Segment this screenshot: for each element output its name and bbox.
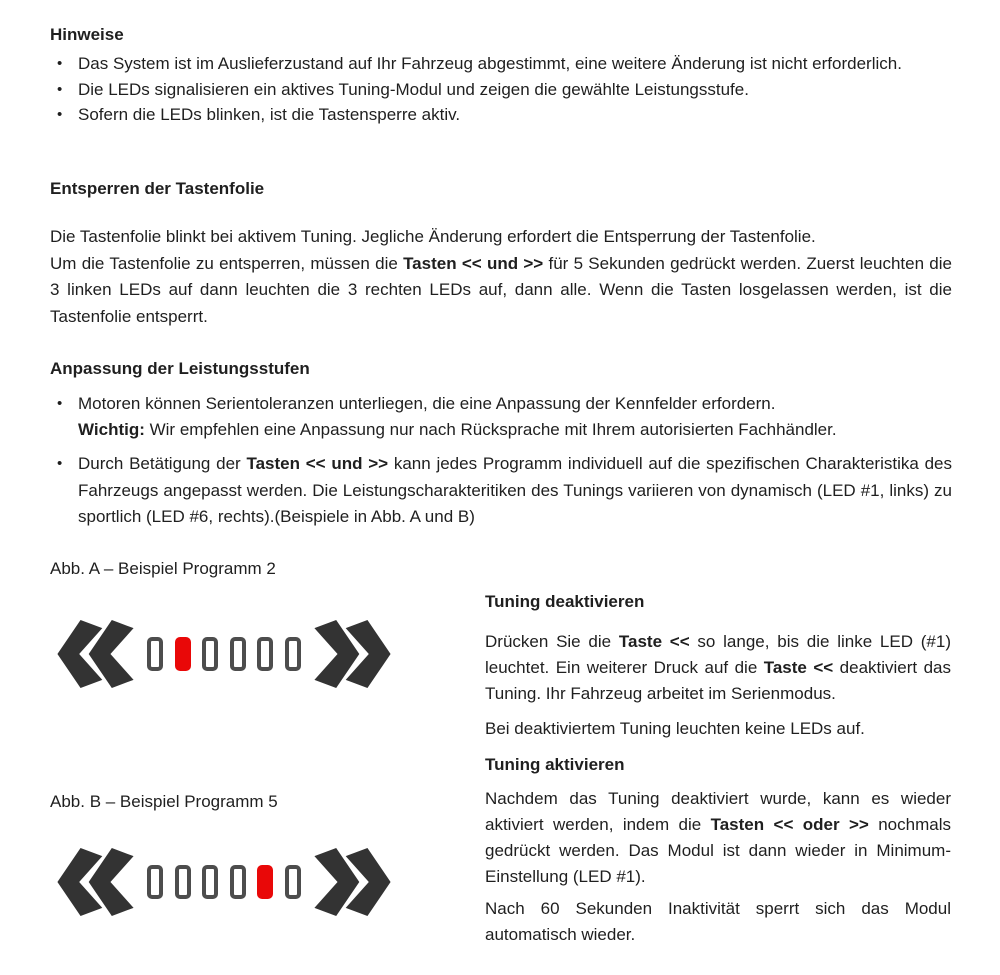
figure-a-label: Abb. A – Beispiel Programm 2 bbox=[50, 559, 276, 578]
led-2 bbox=[175, 865, 191, 899]
led-2-active bbox=[175, 637, 191, 671]
led-3 bbox=[202, 865, 218, 899]
text-run: nochmals gedrückt werden. Das Modul ist dann wieder in Minimum-Einstellung (LED #1). bbox=[485, 815, 951, 886]
led-6 bbox=[285, 637, 301, 671]
text-run-bold-wichtig: Wichtig: bbox=[78, 420, 145, 439]
figure-a bbox=[57, 620, 391, 688]
tuning-deaktivieren-paragraph-1 bbox=[485, 629, 951, 707]
text-run: Nachdem das Tuning deaktiviert wurde, kann es wieder aktiviert werden, indem die bbox=[485, 789, 951, 834]
list-item bbox=[50, 391, 952, 443]
entsperren-heading: Entsperren der Tastenfolie bbox=[50, 179, 265, 198]
chevron-right-icon bbox=[314, 620, 391, 688]
text-run: deaktiviert das Tuning. Ihr Fahrzeug arbeitet im Serienmodus. bbox=[485, 658, 951, 703]
text-run-bold-tasten: Tasten << und >> bbox=[246, 454, 389, 473]
text-run: so lange, bis die linke LED (#1) leuchtet. Ein weiterer Druck auf die bbox=[485, 632, 951, 677]
led-1 bbox=[147, 865, 163, 899]
entsperren-paragraph-1: Die Tastenfolie blinkt bei aktivem Tuning. Jegliche Änderung erfordert die Entsperrung der Tastenfolie. bbox=[50, 227, 816, 246]
right-column bbox=[485, 588, 951, 948]
led-1 bbox=[147, 637, 163, 671]
list-item bbox=[50, 451, 952, 531]
text-run-bold-taste: Taste << bbox=[763, 658, 834, 677]
text-run: Um die Tastenfolie zu entsperren, müssen die bbox=[50, 253, 404, 273]
chevron-right-icon bbox=[314, 848, 391, 916]
tuning-deaktivieren-paragraph-2: Bei deaktiviertem Tuning leuchten keine LEDs auf. bbox=[485, 719, 865, 738]
led-5 bbox=[257, 637, 273, 671]
entsperren-paragraph-2 bbox=[50, 251, 952, 331]
led-3 bbox=[202, 637, 218, 671]
bullet-marker: • bbox=[57, 55, 63, 72]
bullet-marker: • bbox=[57, 455, 63, 472]
bullet-text bbox=[78, 451, 952, 531]
text-run: für 5 Sekunden gedrückt werden. Zuerst leuchten die 3 linken LEDs auf dann leuchten die 3 rechten LEDs auf, dann alle. Wenn die Tasten losgelassen werden, ist die Tastenfolie entsperrt. bbox=[50, 253, 952, 326]
tuning-aktivieren-paragraph-2: Nach 60 Sekunden Inaktivität sperrt sich das Modul automatisch wieder. bbox=[485, 899, 951, 944]
chevron-left-icon bbox=[57, 620, 134, 688]
bullet-text: Die LEDs signalisieren ein aktives Tuning-Modul und zeigen die gewählte Leistungsstufe. bbox=[78, 79, 749, 99]
figure-b-label: Abb. B – Beispiel Programm 5 bbox=[50, 792, 278, 811]
bullet-marker: • bbox=[57, 80, 63, 98]
bullet-marker: • bbox=[57, 395, 63, 412]
figure-b bbox=[57, 848, 391, 916]
text-run: kann jedes Programm individuell auf die spezifischen Charakteristika des Fahrzeugs angepasst werden. Die Leistungscharakteritiken des Tunings variieren von dynamisch (LED #1, links) zu sportlich (LED #6, rechts).(Beispiele in Abb. A und B) bbox=[78, 454, 952, 526]
section-hinweise bbox=[50, 22, 952, 128]
text-run: Motoren können Serientoleranzen unterliegen, die eine Anpassung der Kennfelder erfordern. bbox=[78, 394, 776, 413]
section-entsperren bbox=[50, 176, 952, 330]
hinweise-bullet-list bbox=[50, 51, 952, 128]
text-run-bold-taste: Taste << bbox=[618, 632, 690, 651]
bullet-marker: • bbox=[57, 106, 63, 123]
led-row-b bbox=[147, 865, 301, 899]
anpassung-heading: Anpassung der Leistungsstufen bbox=[50, 359, 310, 378]
section-anpassung bbox=[50, 356, 952, 531]
list-item bbox=[50, 102, 952, 128]
bullet-text: Sofern die LEDs blinken, ist die Tastensperre aktiv. bbox=[78, 105, 461, 124]
led-6 bbox=[285, 865, 301, 899]
bullet-text bbox=[78, 391, 952, 443]
list-item bbox=[50, 51, 952, 77]
text-run: Drücken Sie die bbox=[485, 632, 619, 651]
led-4 bbox=[230, 865, 246, 899]
chevron-left-icon bbox=[57, 848, 134, 916]
led-row-a bbox=[147, 637, 301, 671]
led-5-active bbox=[257, 865, 273, 899]
text-run-bold-tasten: Tasten << oder >> bbox=[710, 815, 869, 834]
tuning-deaktivieren-heading: Tuning deaktivieren bbox=[485, 592, 645, 611]
text-run: Durch Betätigung der bbox=[78, 454, 247, 473]
hinweise-heading: Hinweise bbox=[50, 25, 124, 44]
list-item bbox=[50, 77, 952, 103]
text-run: Wir empfehlen eine Anpassung nur nach Rücksprache mit Ihrem autorisierten Fachhändler. bbox=[144, 420, 837, 439]
tuning-aktivieren-heading: Tuning aktivieren bbox=[485, 755, 625, 774]
led-4 bbox=[230, 637, 246, 671]
tuning-aktivieren-paragraph-1 bbox=[485, 786, 951, 890]
text-run-bold-tasten: Tasten << und >> bbox=[403, 253, 544, 273]
bullet-text: Das System ist im Auslieferzustand auf Ihr Fahrzeug abgestimmt, eine weitere Änderung ist nicht erforderlich. bbox=[78, 54, 902, 73]
